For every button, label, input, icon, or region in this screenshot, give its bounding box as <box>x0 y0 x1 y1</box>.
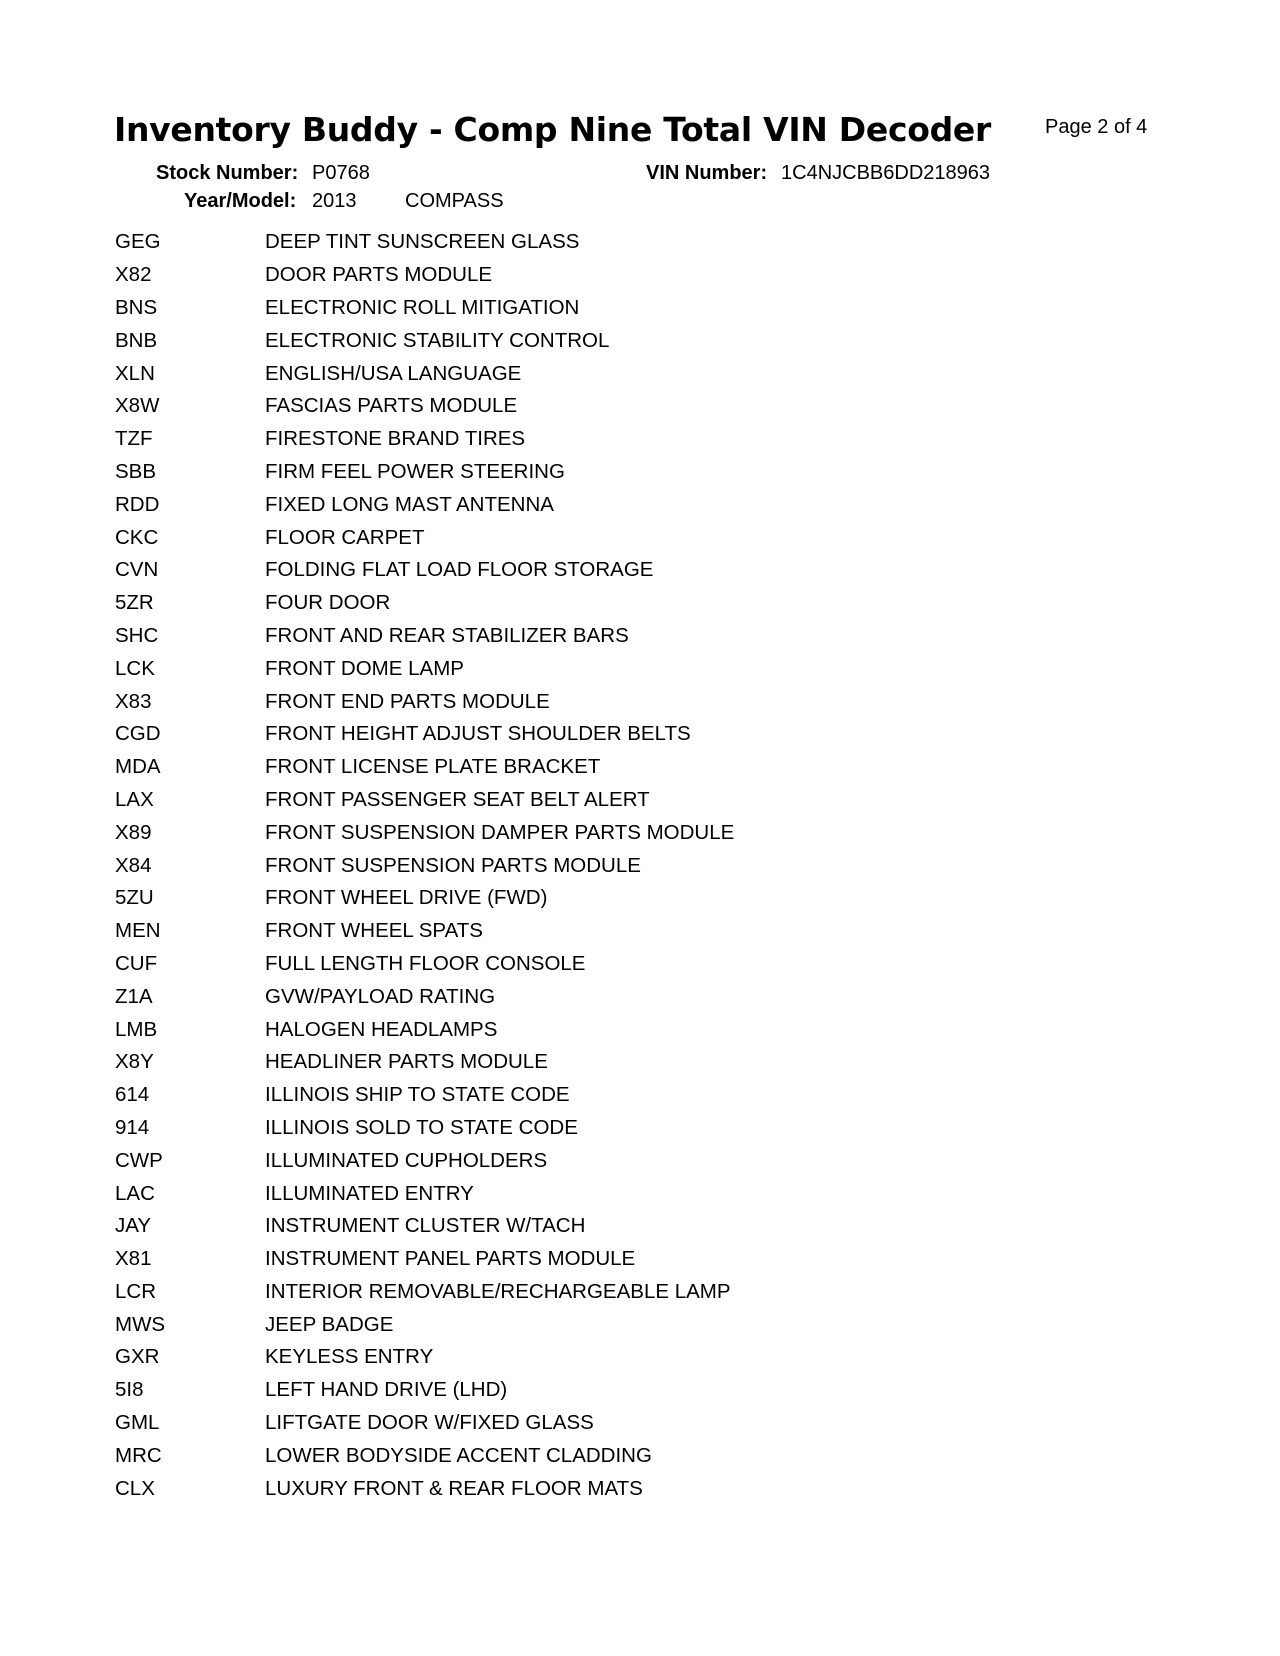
option-code: CGD <box>115 722 161 746</box>
option-row <box>115 1144 734 1177</box>
option-description: FRONT AND REAR STABILIZER BARS <box>265 623 629 647</box>
option-row <box>115 1177 734 1210</box>
option-code: X89 <box>115 820 152 844</box>
year-model-label: Year/Model: <box>184 190 297 212</box>
option-description: ELECTRONIC ROLL MITIGATION <box>265 295 580 319</box>
option-row <box>115 554 734 587</box>
option-row <box>115 1308 734 1341</box>
option-code-list <box>115 226 734 1505</box>
option-description: ILLUMINATED CUPHOLDERS <box>265 1148 548 1172</box>
vin-number-value: 1C4NJCBB6DD218963 <box>781 162 991 184</box>
option-row <box>115 980 734 1013</box>
option-description: LUXURY FRONT & REAR FLOOR MATS <box>265 1476 643 1500</box>
option-row <box>115 1046 734 1079</box>
option-description: ENGLISH/USA LANGUAGE <box>265 361 522 385</box>
option-description: FLOOR CARPET <box>265 525 425 549</box>
option-code: X81 <box>115 1247 152 1271</box>
option-code: X8W <box>115 394 160 418</box>
option-row <box>115 390 734 423</box>
option-row <box>115 488 734 521</box>
option-row <box>115 1341 734 1374</box>
option-row <box>115 816 734 849</box>
option-description: LOWER BODYSIDE ACCENT CLADDING <box>265 1443 652 1467</box>
stock-number-value: P0768 <box>312 162 370 184</box>
document-title: Inventory Buddy - Comp Nine Total VIN Decoder <box>114 110 991 149</box>
option-code: 5ZU <box>115 886 154 910</box>
option-description: DOOR PARTS MODULE <box>265 263 493 287</box>
option-code: GML <box>115 1411 160 1435</box>
option-code: BNB <box>115 328 158 352</box>
option-code: Z1A <box>115 984 153 1008</box>
option-row <box>115 259 734 292</box>
option-row <box>115 784 734 817</box>
option-row <box>115 1472 734 1505</box>
option-code: XLN <box>115 361 155 385</box>
option-description: HALOGEN HEADLAMPS <box>265 1017 498 1041</box>
option-description: FIXED LONG MAST ANTENNA <box>265 492 554 516</box>
option-code: GXR <box>115 1345 160 1369</box>
option-row <box>115 882 734 915</box>
option-row <box>115 1079 734 1112</box>
option-code: 914 <box>115 1115 150 1139</box>
vin-number-label: VIN Number: <box>646 162 768 184</box>
option-row <box>115 718 734 751</box>
option-description: ILLINOIS SHIP TO STATE CODE <box>265 1083 570 1107</box>
option-row <box>115 226 734 259</box>
option-code: SBB <box>115 459 157 483</box>
option-description: INSTRUMENT PANEL PARTS MODULE <box>265 1247 636 1271</box>
option-row <box>115 456 734 489</box>
option-description: FOUR DOOR <box>265 591 391 615</box>
option-code: RDD <box>115 492 160 516</box>
option-code: JAY <box>115 1214 152 1238</box>
option-row <box>115 620 734 653</box>
option-row <box>115 751 734 784</box>
model-value: COMPASS <box>405 190 504 212</box>
option-description: KEYLESS ENTRY <box>265 1345 434 1369</box>
option-code: CWP <box>115 1148 163 1172</box>
option-description: FOLDING FLAT LOAD FLOOR STORAGE <box>265 558 654 582</box>
option-row <box>115 1210 734 1243</box>
option-code: 5ZR <box>115 591 154 615</box>
option-code: MWS <box>115 1312 166 1336</box>
option-description: ILLINOIS SOLD TO STATE CODE <box>265 1115 578 1139</box>
option-code: LCK <box>115 656 155 680</box>
stock-number-label: Stock Number: <box>156 162 299 184</box>
option-row <box>115 1243 734 1276</box>
option-description: FRONT PASSENGER SEAT BELT ALERT <box>265 787 650 811</box>
option-description: GVW/PAYLOAD RATING <box>265 984 496 1008</box>
option-code: LMB <box>115 1017 158 1041</box>
option-code: LCR <box>115 1279 157 1303</box>
option-description: LIFTGATE DOOR W/FIXED GLASS <box>265 1411 594 1435</box>
option-description: FRONT SUSPENSION DAMPER PARTS MODULE <box>265 820 735 844</box>
option-description: JEEP BADGE <box>265 1312 394 1336</box>
option-code: 614 <box>115 1083 150 1107</box>
option-row <box>115 915 734 948</box>
option-code: 5I8 <box>115 1378 144 1402</box>
option-description: FASCIAS PARTS MODULE <box>265 394 518 418</box>
option-description: FRONT WHEEL SPATS <box>265 919 483 943</box>
option-code: CLX <box>115 1476 155 1500</box>
option-row <box>115 324 734 357</box>
option-code: MDA <box>115 755 161 779</box>
option-row <box>115 292 734 325</box>
option-description: ELECTRONIC STABILITY CONTROL <box>265 328 610 352</box>
option-code: SHC <box>115 623 159 647</box>
option-row <box>115 685 734 718</box>
option-description: FIRM FEEL POWER STEERING <box>265 459 565 483</box>
option-row <box>115 1013 734 1046</box>
option-code: X83 <box>115 689 152 713</box>
option-description: ILLUMINATED ENTRY <box>265 1181 474 1205</box>
option-description: HEADLINER PARTS MODULE <box>265 1050 548 1074</box>
option-description: FULL LENGTH FLOOR CONSOLE <box>265 951 586 975</box>
option-row <box>115 423 734 456</box>
option-code: MEN <box>115 919 161 943</box>
option-description: FRONT LICENSE PLATE BRACKET <box>265 755 601 779</box>
option-description: FRONT HEIGHT ADJUST SHOULDER BELTS <box>265 722 691 746</box>
option-description: LEFT HAND DRIVE (LHD) <box>265 1378 508 1402</box>
option-row <box>115 357 734 390</box>
option-description: FRONT WHEEL DRIVE (FWD) <box>265 886 548 910</box>
option-code: X8Y <box>115 1050 154 1074</box>
year-value: 2013 <box>312 190 357 212</box>
option-row <box>115 1276 734 1309</box>
option-description: DEEP TINT SUNSCREEN GLASS <box>265 230 580 254</box>
option-code: BNS <box>115 295 158 319</box>
option-code: CKC <box>115 525 159 549</box>
option-description: FRONT DOME LAMP <box>265 656 464 680</box>
option-code: LAC <box>115 1181 155 1205</box>
option-row <box>115 948 734 981</box>
option-row <box>115 849 734 882</box>
option-code: LAX <box>115 787 154 811</box>
option-code: X82 <box>115 263 152 287</box>
option-description: INSTRUMENT CLUSTER W/TACH <box>265 1214 586 1238</box>
option-row <box>115 1374 734 1407</box>
option-description: FRONT END PARTS MODULE <box>265 689 550 713</box>
option-row <box>115 652 734 685</box>
option-code: CUF <box>115 951 158 975</box>
option-code: CVN <box>115 558 159 582</box>
option-row <box>115 1439 734 1472</box>
option-description: FIRESTONE BRAND TIRES <box>265 427 526 451</box>
option-code: GEG <box>115 230 161 254</box>
option-row <box>115 521 734 554</box>
option-code: X84 <box>115 853 152 877</box>
option-code: TZF <box>115 427 153 451</box>
option-row <box>115 587 734 620</box>
page-number: Page 2 of 4 <box>1045 116 1148 138</box>
option-code: MRC <box>115 1443 162 1467</box>
option-row <box>115 1407 734 1440</box>
option-description: FRONT SUSPENSION PARTS MODULE <box>265 853 641 877</box>
option-row <box>115 1112 734 1145</box>
option-description: INTERIOR REMOVABLE/RECHARGEABLE LAMP <box>265 1279 731 1303</box>
